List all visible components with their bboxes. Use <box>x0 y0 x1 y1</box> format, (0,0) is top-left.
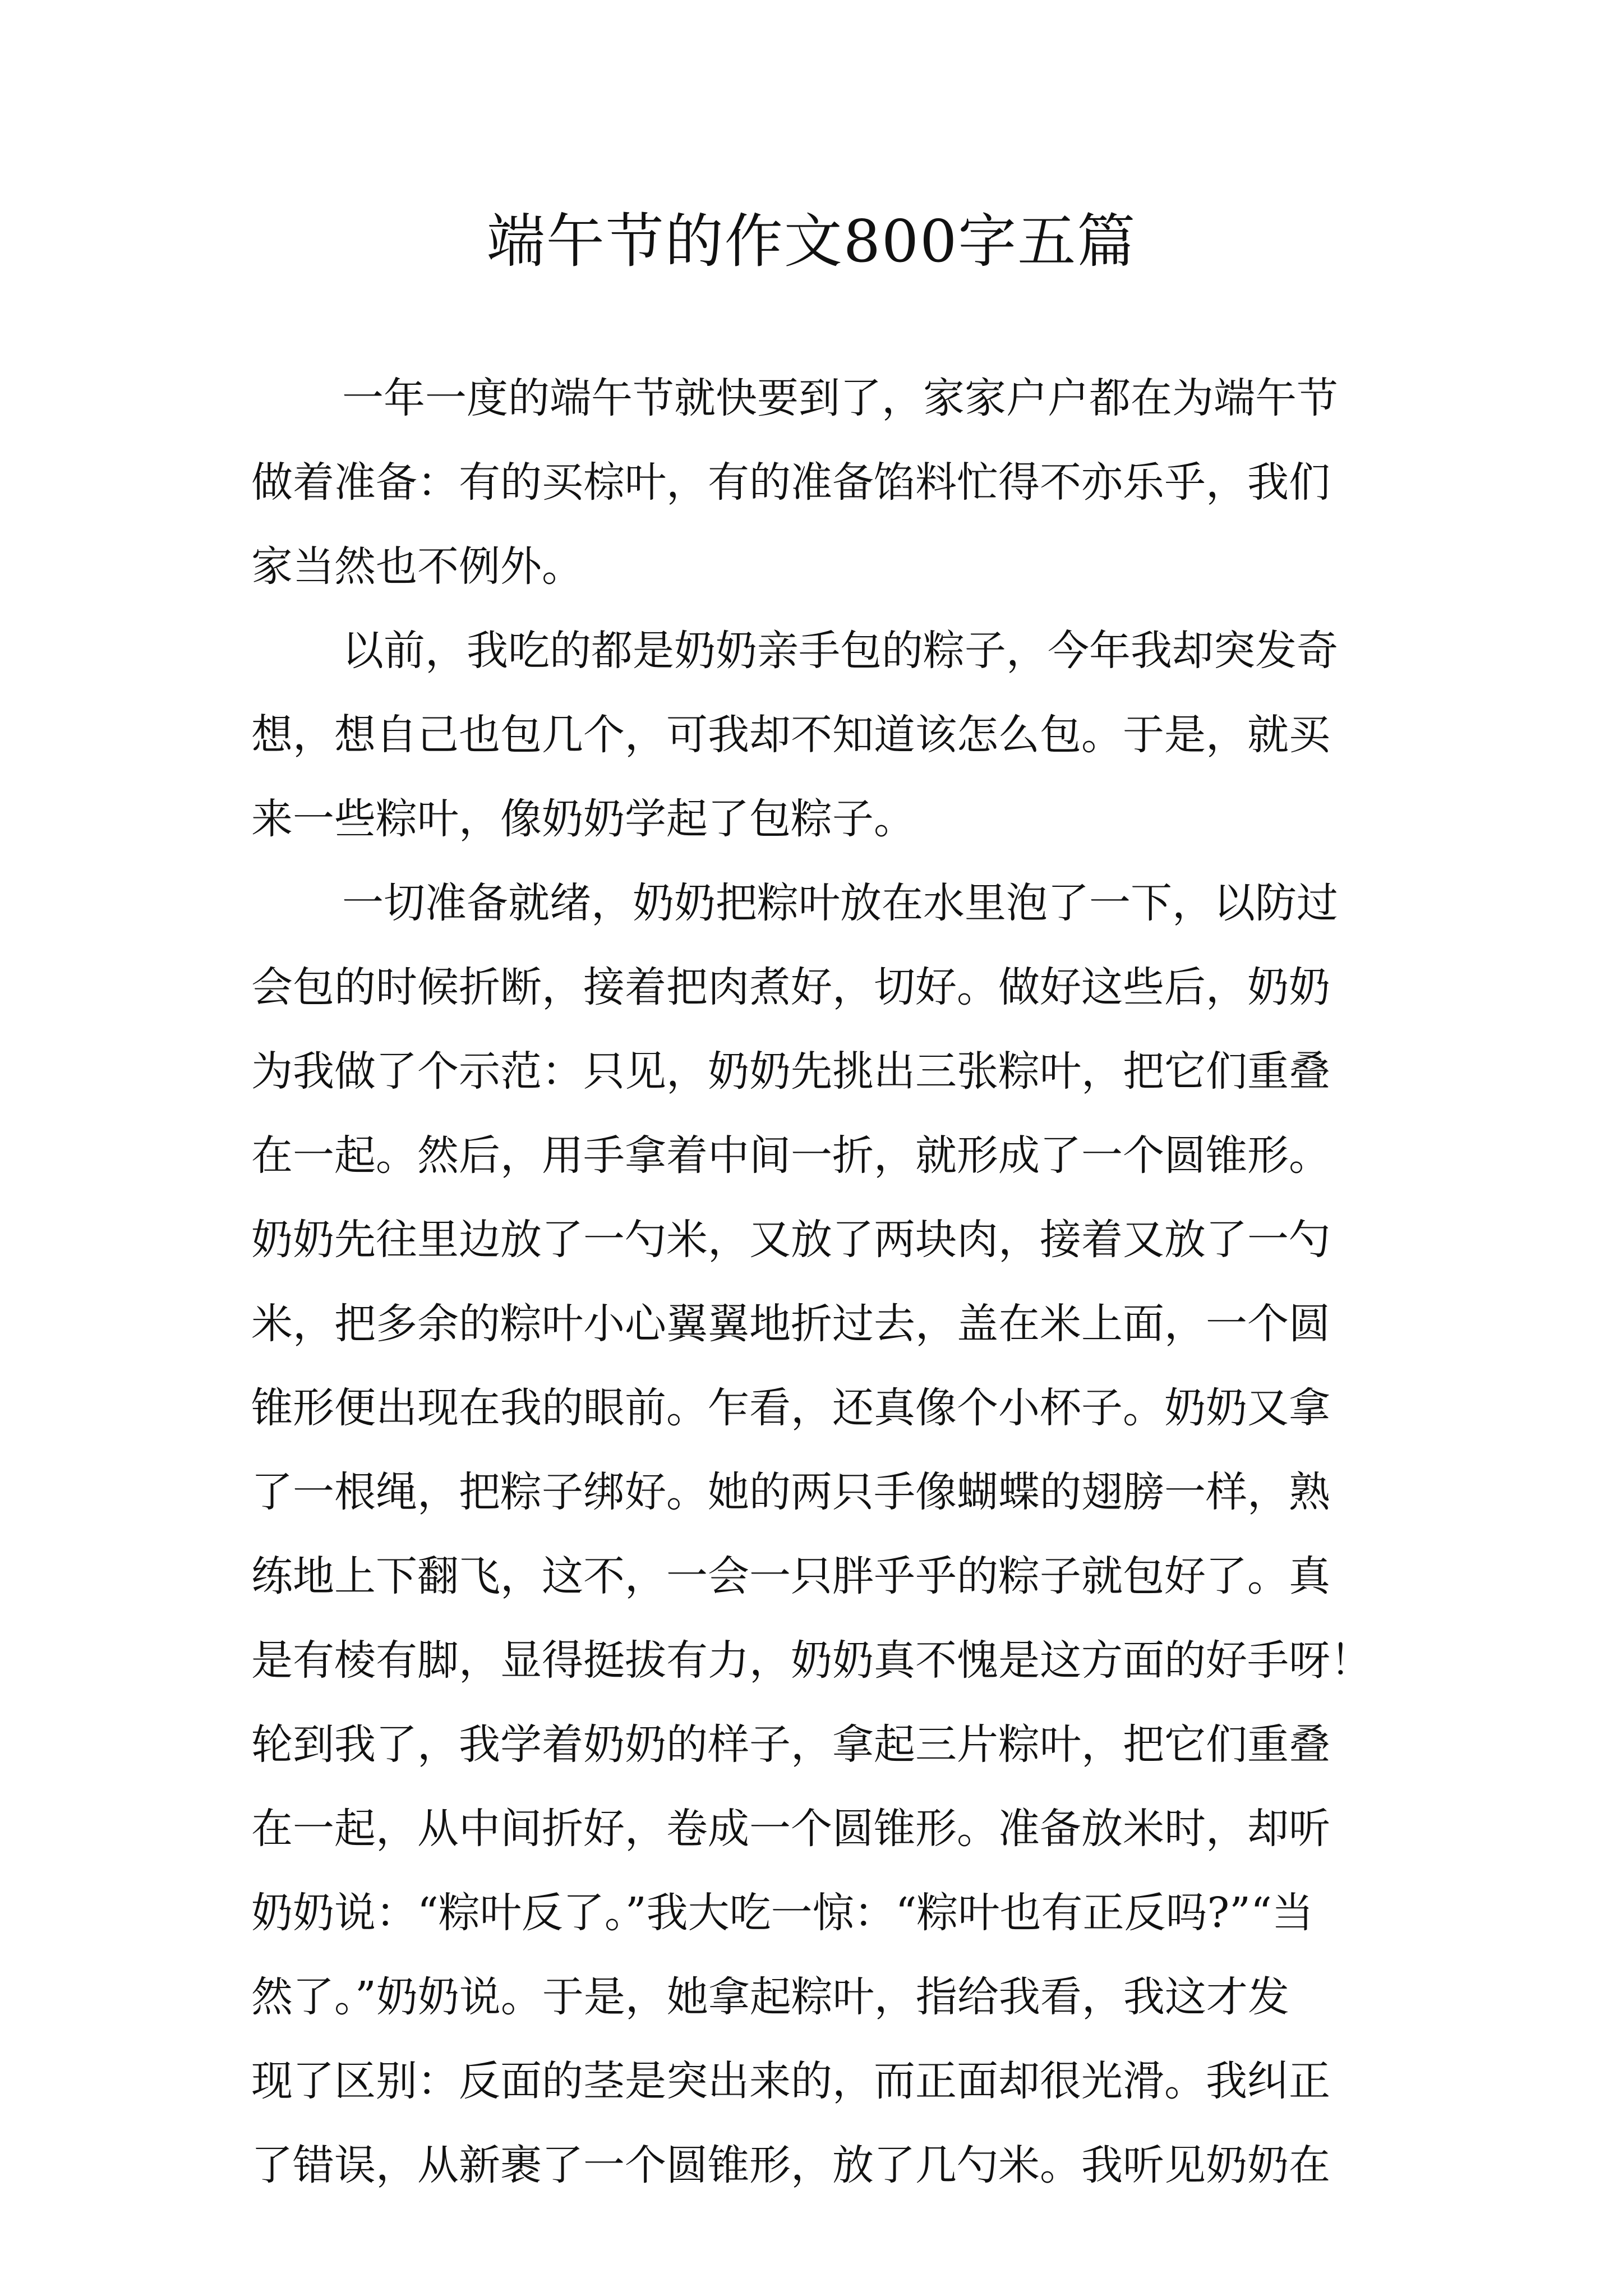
text-line: 然了。”奶奶说。于是，她拿起粽叶，指给我看，我这才发 <box>251 1973 1289 2021</box>
text-line: 做着准备：有的买棕叶，有的准备馅料忙得不亦乐乎，我们 <box>251 458 1330 507</box>
text-line: 奶奶先往里边放了一勺米，又放了两块肉，接着又放了一勺 <box>251 1216 1330 1264</box>
text-line: 在一起。然后，用手拿着中间一折，就形成了一个圆锥形。 <box>251 1131 1330 1180</box>
text-line: 一切准备就绪，奶奶把粽叶放在水里泡了一下，以防过 <box>342 879 1338 927</box>
document-title: 端午节的作文800字五篇 <box>486 207 1137 275</box>
text-line: 以前，我吃的都是奶奶亲手包的粽子，今年我却突发奇 <box>342 627 1338 675</box>
text-line: 练地上下翻飞，这不，一会一只胖乎乎的粽子就包好了。真 <box>251 1552 1330 1600</box>
text-line: 来一些粽叶，像奶奶学起了包粽子。 <box>251 795 915 843</box>
text-line: 想，想自己也包几个，可我却不知道该怎么包。于是，就买 <box>251 711 1330 759</box>
text-line: 现了区别：反面的茎是突出来的，而正面却很光滑。我纠正 <box>251 2057 1330 2105</box>
text-line: 锥形便出现在我的眼前。乍看，还真像个小杯子。奶奶又拿 <box>251 1384 1330 1432</box>
text-line: 了错误，从新裹了一个圆锥形，放了几勺米。我听见奶奶在 <box>251 2141 1330 2189</box>
text-line: 奶奶说：“粽叶反了。”我大吃一惊：“粽叶也有正反吗?”“当 <box>251 1889 1313 1937</box>
text-line: 了一根绳，把粽子绑好。她的两只手像蝴蝶的翅膀一样，熟 <box>251 1468 1330 1516</box>
text-line: 会包的时候折断，接着把肉煮好，切好。做好这些后，奶奶 <box>251 963 1330 1011</box>
text-line: 轮到我了，我学着奶奶的样子，拿起三片粽叶，把它们重叠 <box>251 1720 1330 1769</box>
text-line: 一年一度的端午节就快要到了，家家户户都在为端午节 <box>342 374 1338 422</box>
text-line: 为我做了个示范：只见，奶奶先挑出三张粽叶，把它们重叠 <box>251 1047 1330 1096</box>
text-line: 米，把多余的粽叶小心翼翼地折过去，盖在米上面，一个圆 <box>251 1300 1330 1348</box>
text-line: 是有棱有脚，显得挺拔有力，奶奶真不愧是这方面的好手呀！ <box>251 1636 1372 1685</box>
text-line: 在一起，从中间折好，卷成一个圆锥形。准备放米时，却听 <box>251 1805 1330 1853</box>
text-line: 家当然也不例外。 <box>251 542 583 591</box>
